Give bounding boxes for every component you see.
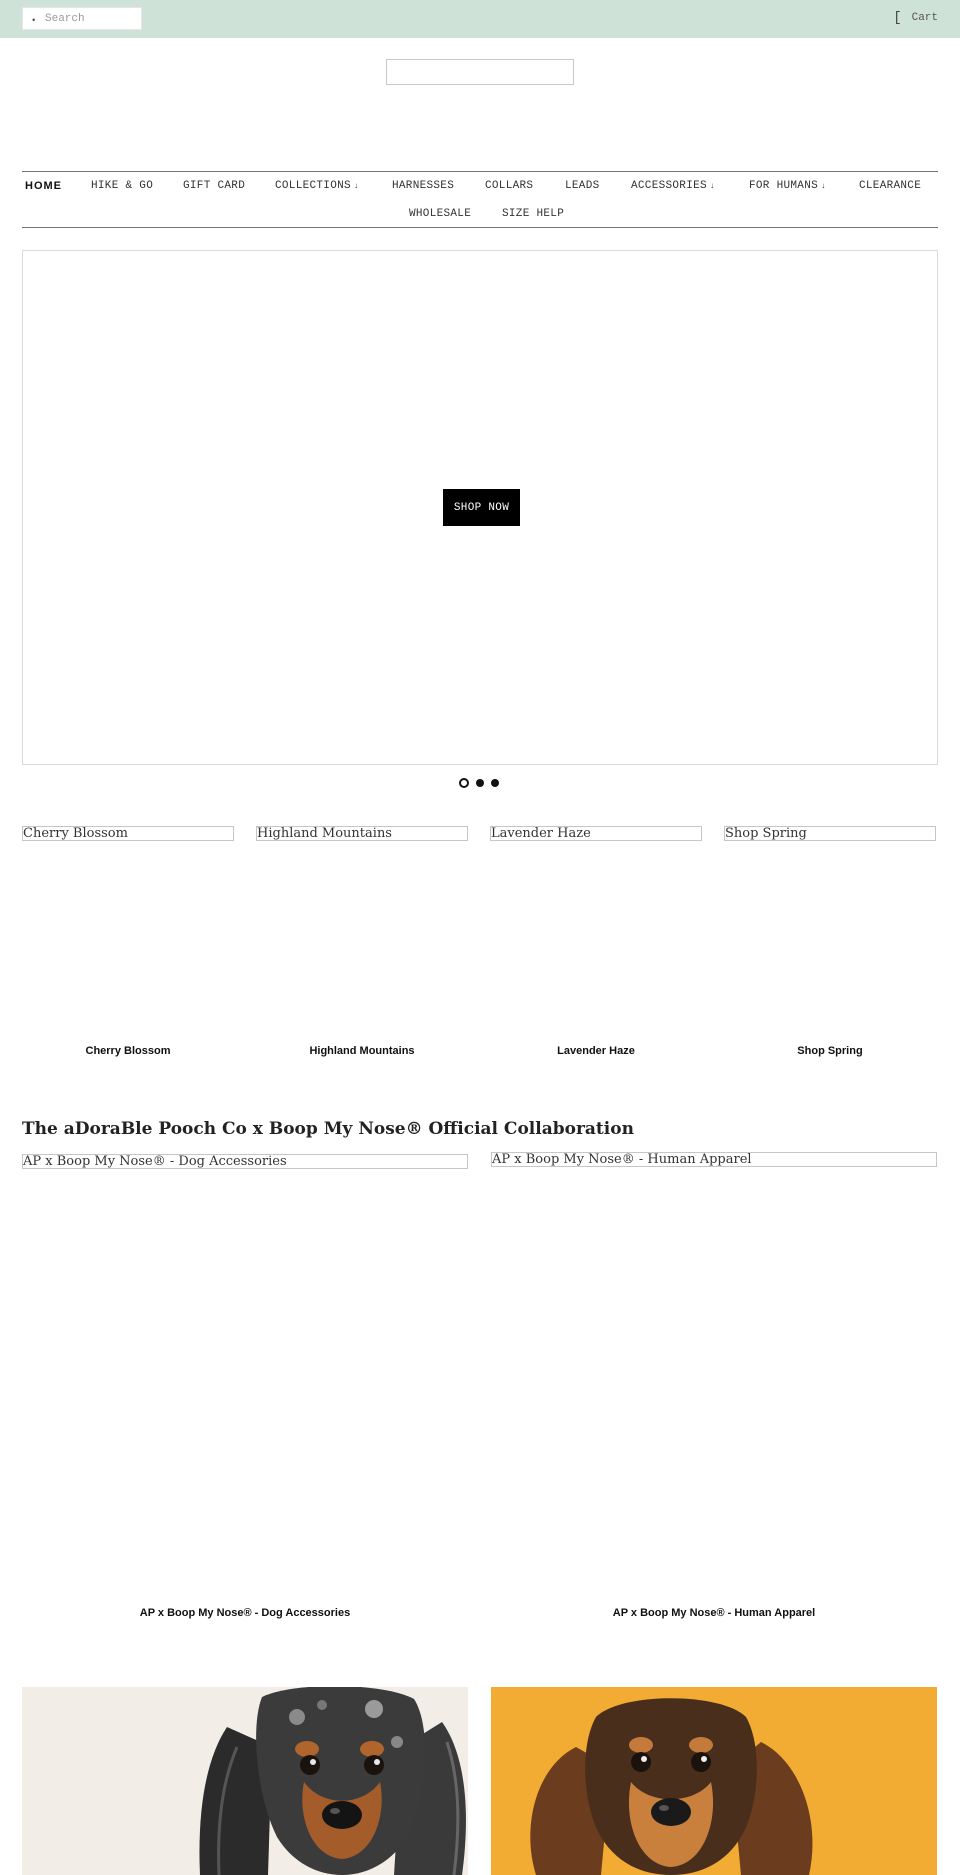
nav-item-collections[interactable]: COLLECTIONS ↓ — [275, 180, 360, 192]
slide-dot-2[interactable] — [476, 779, 484, 787]
nav-item-wholesale[interactable]: WHOLESALE — [409, 208, 472, 220]
collab-title[interactable]: AP x Boop My Nose® - Human Apparel — [612, 1607, 816, 1619]
search-input[interactable] — [45, 8, 139, 29]
shop-now-button[interactable]: SHOP NOW — [443, 489, 520, 526]
dog-photo-image — [491, 1687, 937, 1875]
search-box[interactable] — [22, 7, 142, 30]
slideshow-dots — [459, 778, 503, 790]
search-icon[interactable]: • — [31, 16, 37, 26]
collection-title[interactable]: Shop Spring — [797, 1045, 863, 1057]
collection-image[interactable]: Lavender Haze — [490, 826, 702, 841]
collection-image[interactable]: Cherry Blossom — [22, 826, 234, 841]
collection-image[interactable]: Highland Mountains — [256, 826, 468, 841]
collab-image[interactable]: AP x Boop My Nose® - Human Apparel — [491, 1152, 937, 1167]
slide-dot-3[interactable] — [491, 779, 499, 787]
dog-photo-tan-dachshund[interactable] — [491, 1687, 937, 1875]
collection-image[interactable]: Shop Spring — [724, 826, 936, 841]
chevron-down-icon: ↓ — [709, 182, 716, 191]
nav-item-size-help[interactable]: SIZE HELP — [502, 208, 565, 220]
nav-row — [22, 176, 938, 196]
collection-title[interactable]: Highland Mountains — [309, 1045, 415, 1057]
cart-link[interactable] — [893, 11, 938, 25]
dog-photo-image — [22, 1687, 468, 1875]
nav-item-for-humans[interactable]: FOR HUMANS ↓ — [749, 180, 827, 192]
collab-heading: The aDoraBle Pooch Co x Boop My Nose® Official Collaboration — [22, 1119, 634, 1139]
nav-item-collars[interactable]: COLLARS — [485, 180, 534, 192]
nav-item-clearance[interactable]: CLEARANCE — [859, 180, 922, 192]
nav-item-accessories[interactable]: ACCESSORIES ↓ — [631, 180, 716, 192]
nav-row — [22, 204, 938, 224]
collab-title[interactable]: AP x Boop My Nose® - Dog Accessories — [139, 1607, 351, 1619]
top-bar — [0, 0, 960, 38]
nav-item-harnesses[interactable]: HARNESSES — [392, 180, 455, 192]
chevron-down-icon: ↓ — [821, 182, 827, 191]
collab-image[interactable]: AP x Boop My Nose® - Dog Accessories — [22, 1154, 468, 1169]
nav-item-leads[interactable]: LEADS — [565, 180, 600, 192]
dog-photo-dapple-dachshund[interactable] — [22, 1687, 468, 1875]
collection-title[interactable]: Cherry Blossom — [85, 1045, 171, 1057]
nav-item-gift-card[interactable]: GIFT CARD — [183, 180, 246, 192]
nav-item-home[interactable]: HOME — [25, 180, 62, 192]
hero-slideshow[interactable] — [22, 250, 938, 765]
cart-label: Cart — [911, 12, 938, 24]
cart-icon: [ — [893, 10, 902, 26]
slide-dot-1[interactable] — [459, 778, 469, 788]
main-nav — [22, 171, 938, 228]
chevron-down-icon: ↓ — [353, 182, 360, 191]
nav-item-hike-and-go[interactable]: HIKE & GO — [91, 180, 154, 192]
store-logo[interactable] — [386, 59, 574, 85]
collection-title[interactable]: Lavender Haze — [557, 1045, 635, 1057]
